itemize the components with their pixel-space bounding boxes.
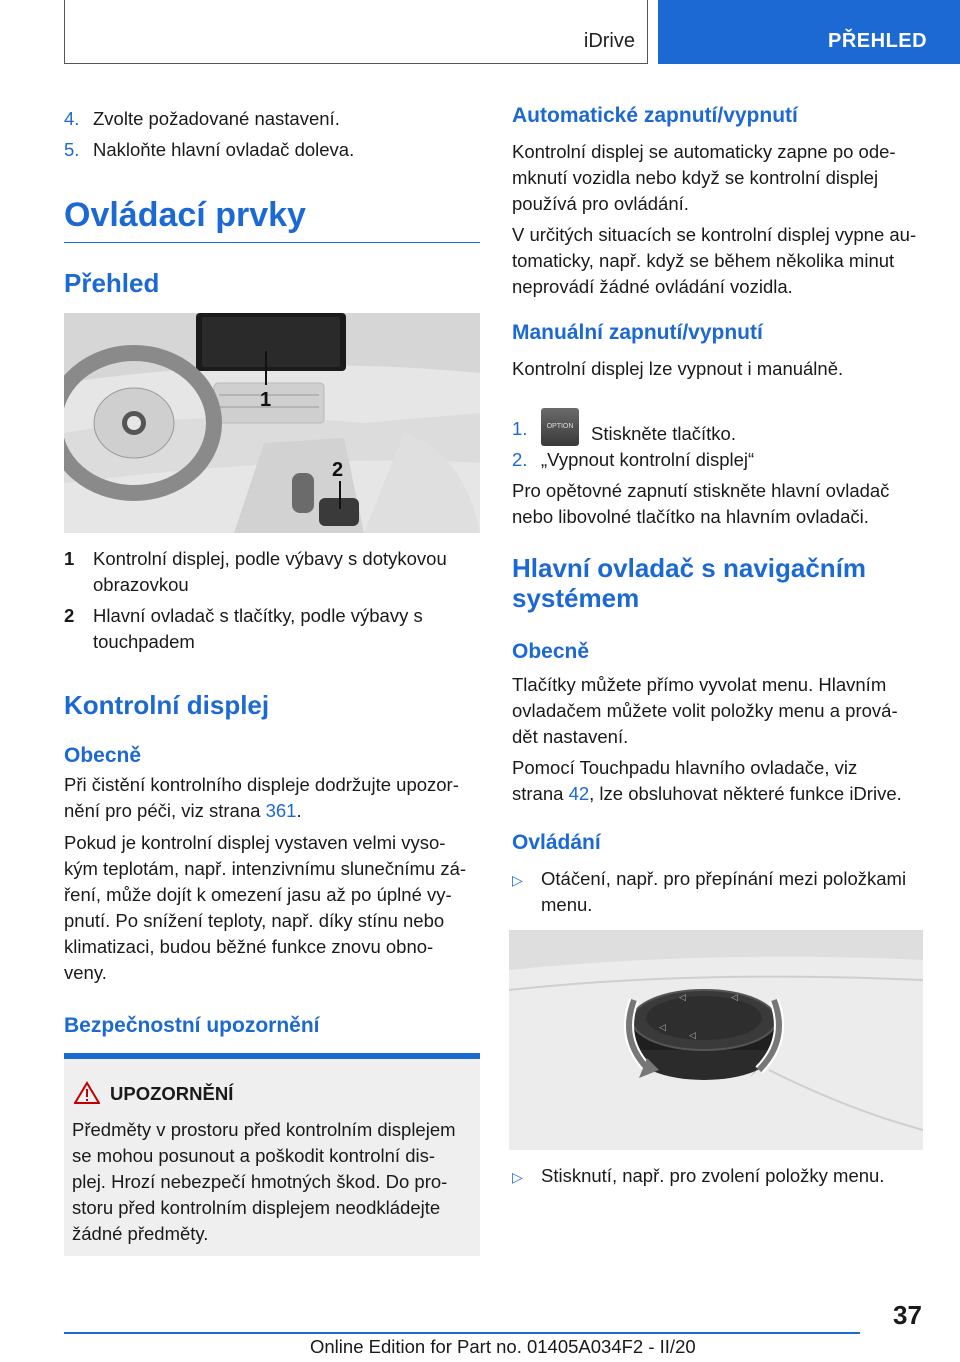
warning-line: storu před kontrolním displejem neodkládejte [72,1197,441,1218]
legend-text-line: touchpadem [93,631,195,652]
svg-text:◁: ◁ [659,1023,666,1033]
text-line: Tlačítky můžete přímo vyvolat menu. Hlavním [512,674,887,695]
manual-paragraph [512,356,924,382]
svg-text:◁: ◁ [689,1031,696,1041]
step-item [64,106,340,132]
text-line: ření, může dojít k omezení jasu až po úplné vy‐ [64,884,452,905]
text-line: Kontrolní displej lze vypnout i manuálně. [512,358,844,379]
legend-item [64,546,447,598]
controller-paragraph-2 [512,755,924,807]
legend-text-line: Hlavní ovladač s tlačítky, podle výbavy s [93,605,423,626]
text-line: mknutí vozidla nebo když se kontrolní displej [512,167,879,188]
header-chapter: PŘEHLED [828,30,928,52]
warning-line: Předměty v prostoru před kontrolním displejem [72,1119,456,1140]
text-line: veny. [64,962,107,983]
step-text: Stiskněte tlačítko. [591,422,736,444]
heading-line: systémem [512,583,640,613]
heading-general-right: Obecně [512,640,590,663]
warning-title: UPOZORNĚNÍ [110,1083,234,1104]
text-line: Pomocí Touchpadu hlavního ovladače, viz [512,757,858,778]
svg-text:◁: ◁ [679,993,686,1003]
heading-safety: Bezpečnostní upozornění [64,1014,320,1037]
legend-text-line: obrazovkou [93,574,189,595]
controller-paragraph-1 [512,672,924,750]
text-line: klimatizaci, budou běžné funkce znovu obno‐ [64,936,434,957]
callout-1: 1 [260,389,272,411]
auto-paragraph-1 [512,139,924,217]
heading-auto-onoff: Automatické zapnutí/vypnutí [512,104,798,127]
text-line: , lze obsluhovat některé funkce iDrive. [589,783,902,804]
step-item [64,137,354,163]
text-line: strana [512,783,569,804]
text-line: Pokud je kontrolní displej vystaven velmi vyso‐ [64,832,446,853]
text-line: nění pro péči, viz strana [64,800,266,821]
text-line: ovladačem můžete volit položky menu a prová‐ [512,700,898,721]
heading-controller [512,553,866,613]
heading-manual-onoff: Manuální zapnutí/vypnutí [512,321,763,344]
warning-line: plej. Hrozí nebezpečí hmotných škod. Do pro‐ [72,1171,448,1192]
chapter-heading [64,196,480,243]
heading-line: Hlavní ovladač s navigačním [512,553,867,583]
text-line: V určitých situacích se kontrolní displej vypne au‐ [512,224,917,245]
heading-general: Obecně [64,744,142,767]
header-chapter-tab[interactable] [658,0,960,64]
text-line: dět nastavení. [512,726,629,747]
bullet-text: menu. [541,894,593,915]
bullet-item [512,1163,884,1190]
text-line: Kontrolní displej se automaticky zapne po ode‐ [512,141,896,162]
warning-line: se mohou posunout a poškodit kontrolní dis‐ [72,1145,436,1166]
step-text: Nakloňte hlavní ovladač doleva. [93,139,355,160]
warning-line: žádné předměty. [72,1223,209,1244]
step-text: „Vypnout kontrolní displej“ [541,449,755,470]
manual-paragraph-2 [512,478,924,530]
warning-triangle-icon [74,1081,100,1105]
heading-overview: Přehled [64,268,160,298]
legend-item [64,603,423,655]
step-number: 5. [64,139,80,160]
manual-step [512,447,754,473]
bullet-text: Otáčení, např. pro přepínání mezi položkami [541,868,907,889]
legend-number: 1 [64,548,75,569]
cockpit-illustration [64,313,480,533]
triangle-bullet-icon: ▷ [512,1169,523,1185]
warning-box [64,1053,480,1256]
text-line: Při čistění kontrolního displeje dodržujte upozor‐ [64,774,459,795]
auto-paragraph-2 [512,222,924,300]
svg-text:◁: ◁ [731,993,738,1003]
step-text: Zvolte požadované nastavení. [93,108,340,129]
bullet-text: Stisknutí, např. pro zvolení položky menu. [541,1165,885,1186]
text-line: neprovádí žádné ovládání vozidla. [512,276,793,297]
heading-operation: Ovládání [512,831,601,854]
callout-2: 2 [332,459,344,481]
text-line: kým teplotám, např. intenzivnímu slunečnímu zá‐ [64,858,467,879]
page-number: 37 [893,1300,922,1330]
general-paragraph-2 [64,830,480,986]
bullet-item [512,866,906,918]
header-section-box [64,0,648,64]
legend-number: 2 [64,605,75,626]
page-link-361[interactable]: 361 [265,800,297,821]
heading-display: Kontrolní displej [64,690,270,720]
header-section: iDrive [583,30,635,52]
text-line: Pro opětovné zapnutí stiskněte hlavní ovladač [512,480,890,501]
chapter-heading-text: Ovládací prvky [64,196,306,234]
footer-edition: Online Edition for Part no. 01405A034F2 - II/20 [310,1336,696,1357]
text-line: používá pro ovládání. [512,193,689,214]
text-line: . [296,800,302,821]
text-line: pnutí. Po snížení teploty, např. díky stínu nebo [64,910,445,931]
step-number: 2. [512,449,528,470]
footer-rule [64,1332,860,1334]
option-button-icon: OPTION [541,408,579,446]
controller-rotation-illustration [509,930,923,1150]
legend-text-line: Kontrolní displej, podle výbavy s dotykovou [93,548,447,569]
text-line: nebo libovolné tlačítko na hlavním ovladači. [512,506,869,527]
page-link-42[interactable]: 42 [568,783,590,804]
step-number: 1. [512,418,528,439]
general-paragraph-1 [64,772,480,824]
step-number: 4. [64,108,80,129]
triangle-bullet-icon: ▷ [512,872,523,888]
text-line: tomaticky, např. když se během několika minut [512,250,895,271]
